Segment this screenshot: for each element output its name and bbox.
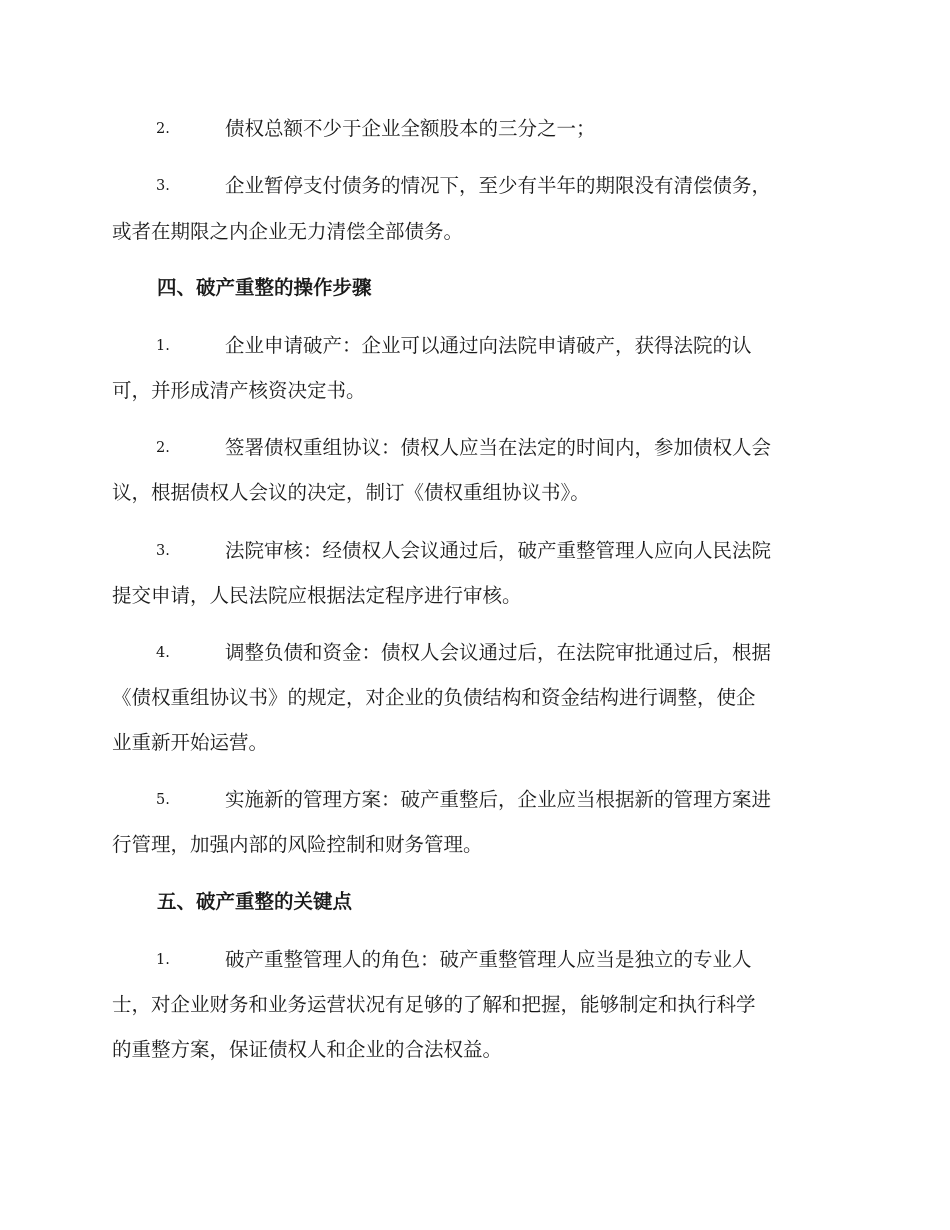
paragraph-line: 企业申请破产：企业可以通过向法院申请破产，获得法院的认 <box>225 334 752 357</box>
paragraph-line: 可，并形成清产核资决定书。 <box>112 379 366 402</box>
paragraph-line: 签署债权重组协议：债权人应当在法定的时间内，参加债权人会 <box>225 436 772 459</box>
paragraph-line: 企业暂停支付债务的情况下，至少有半年的期限没有清偿债务， <box>225 174 772 197</box>
paragraph-line: 士，对企业财务和业务运营状况有足够的了解和把握，能够制定和执行科学 <box>112 993 756 1016</box>
paragraph-line: 提交申请，人民法院应根据法定程序进行审核。 <box>112 584 522 607</box>
paragraph-line: 业重新开始运营。 <box>112 731 269 754</box>
item-number: 3. <box>156 178 170 194</box>
paragraph-line: 债权总额不少于企业全额股本的三分之一； <box>225 117 596 140</box>
paragraph-line: 实施新的管理方案：破产重整后，企业应当根据新的管理方案进 <box>225 788 772 811</box>
paragraph-line: 法院审核：经债权人会议通过后，破产重整管理人应向人民法院 <box>225 539 772 562</box>
paragraph-line: 破产重整管理人的角色：破产重整管理人应当是独立的专业人 <box>225 948 752 971</box>
paragraph-line: 的重整方案，保证债权人和企业的合法权益。 <box>112 1038 503 1061</box>
paragraph-line: 或者在期限之内企业无力清偿全部债务。 <box>112 220 464 243</box>
item-number: 1. <box>156 952 170 968</box>
heading-text: 五、破产重整的关键点 <box>157 890 353 913</box>
item-number: 2. <box>156 121 170 137</box>
item-number: 3. <box>156 543 170 559</box>
item-number: 5. <box>156 792 170 808</box>
heading-text: 四、破产重整的操作步骤 <box>157 276 372 299</box>
item-number: 2. <box>156 440 170 456</box>
paragraph-line: 《债权重组协议书》的规定，对企业的负债结构和资金结构进行调整，使企 <box>112 686 756 709</box>
paragraph-line: 议，根据债权人会议的决定，制订《债权重组协议书》。 <box>112 481 590 504</box>
paragraph-line: 行管理，加强内部的风险控制和财务管理。 <box>112 833 483 856</box>
item-number: 1. <box>156 338 170 354</box>
paragraph-line: 调整负债和资金：债权人会议通过后，在法院审批通过后，根据 <box>225 641 772 664</box>
item-number: 4. <box>156 645 170 661</box>
